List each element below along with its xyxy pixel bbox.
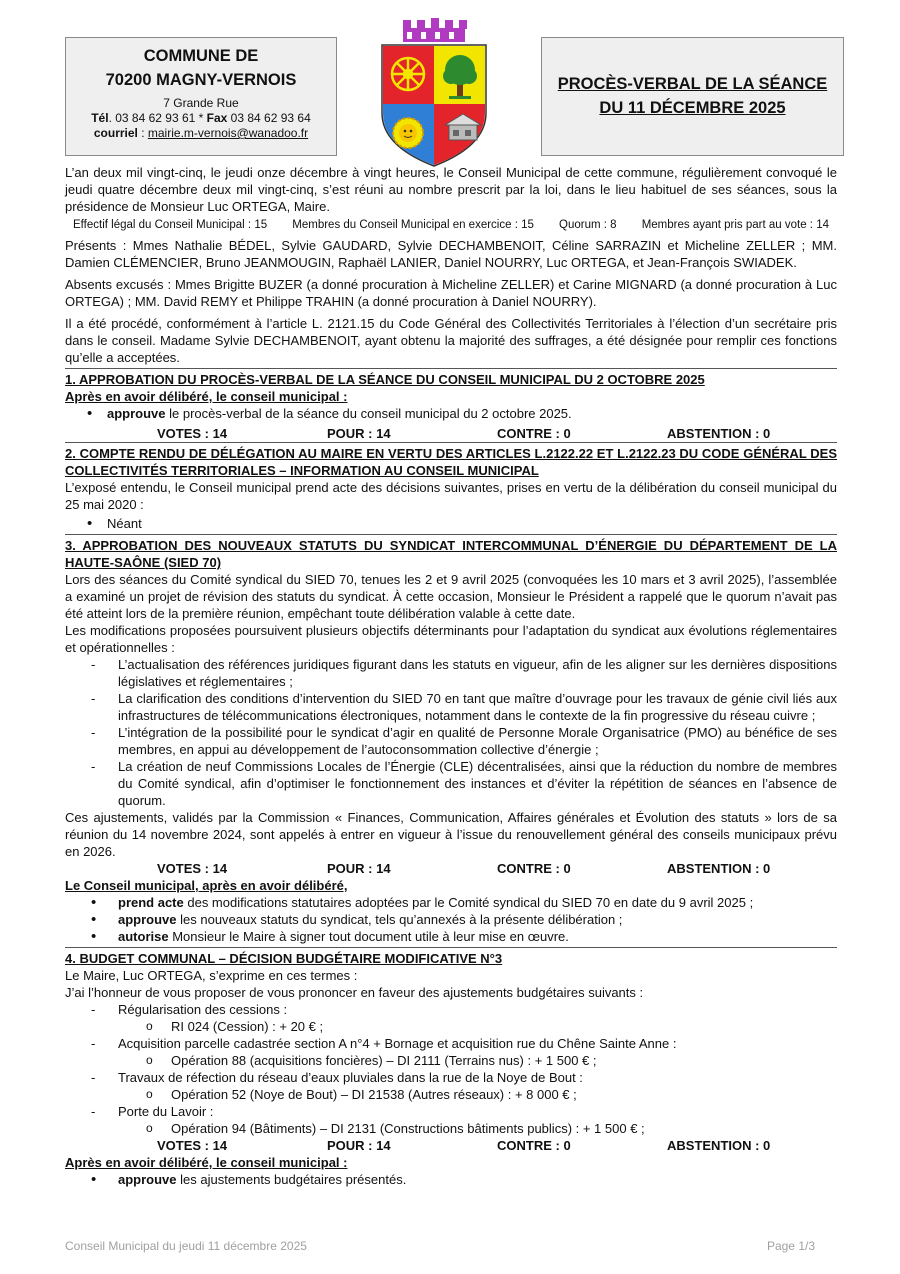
commune-address: 7 Grande Rue [163,96,239,110]
presents-paragraph: Présents : Mmes Nathalie BÉDEL, Sylvie GAUDARD, Sylvie DECHAMBENOIT, Céline SARRAZIN et Micheline ZELLER ; MM. Damien CLÉMENCIER, Bruno JEANMOUGIN, Raphaël LANIER, Daniel NOURRY, Luc ORTEGA, et Jean-François SWIADEK. [65,238,837,270]
list-item: - Régularisation des cessions : o RI 024 (Cession) : + 20 € ; [65,1001,837,1035]
intro-paragraph: L’an deux mil vingt-cinq, le jeudi onze décembre à vingt heures, le Conseil Municipal de cette commune, régulièrement convoqué le jeudi quatre décembre deux mil vingt-cinq, s’est réuni au nombre prescrit par la loi, dans le lieu habituel de ses séances, sous la présidence de Monsieur Luc ORTEGA, Maire. [65,165,837,214]
page-title: PROCÈS-VERBAL DE LA SÉANCE DU 11 DÉCEMBRE 2025 [557,75,828,117]
section-4-votes: VOTES : 14 POUR : 14 CONTRE : 0 ABSTENTION : 0 [157,1138,771,1153]
section-4-title: 4. BUDGET COMMUNAL – DÉCISION BUDGÉTAIRE MODIFICATIVE N°3 [65,947,837,967]
commune-header-box [65,37,337,156]
sun-icon [393,118,423,148]
section-3-deliberation: Le Conseil municipal, après en avoir délibéré, [65,878,348,893]
list-item: - Travaux de réfection du réseau d’eaux pluviales dans la rue de la Noye de Bout : o Opération 52 (Noye de Bout) – DI 21538 (Autres réseaux) : + 8 000 € ; [65,1069,837,1103]
footer-page-number: Page 1/3 [766,1239,815,1253]
crown-icon [403,18,467,42]
section-1-votes: VOTES : 14 POUR : 14 CONTRE : 0 ABSTENTION : 0 [157,426,771,441]
document-body [65,164,837,1188]
section-4-adjustments [65,1001,837,1137]
wheel-icon [392,58,424,90]
stat-exercice: Membres du Conseil Municipal en exercice : 15 [292,219,534,231]
list-item: • approuve les nouveaux statuts du syndicat, tels qu’annexés à la présente délibération ; [65,911,837,928]
stat-quorum: Quorum : 8 [559,219,617,231]
commune-name: COMMUNE DE 70200 MAGNY-VERNOIS [105,47,297,89]
footer-date: Conseil Municipal du jeudi 11 décembre 2025 [65,1239,307,1253]
section-3-paragraph-2: Les modifications proposées poursuivent plusieurs objectifs déterminants pour l’adaptation du syndicat aux évolutions réglementaires et opérationnelles : [65,623,837,655]
section-3-title: 3. APPROBATION DES NOUVEAUX STATUTS DU SYNDICAT INTERCOMMUNAL D’ÉNERGIE DU DÉPARTEMENT DE LA HAUTE-SAÔNE (SIED 70) [65,534,837,571]
section-3-objectives [65,656,837,809]
section-4-paragraph-2: J’ai l’honneur de vous proposer de vous prononcer en faveur des ajustements budgétaires suivants : [65,985,644,1000]
coat-of-arms-logo [373,18,495,168]
section-4-deliberation: Après en avoir délibéré, le conseil municipal : [65,1155,348,1170]
section-4-paragraph-1: Le Maire, Luc ORTEGA, s’exprime en ces termes : [65,968,358,983]
list-item: - Acquisition parcelle cadastrée section A n°4 + Bornage et acquisition rue du Chêne Sainte Anne : o Opération 88 (acquisitions foncières) – DI 2111 (Terrains nus) : + 1 500 € ; [65,1035,837,1069]
list-item: o RI 024 (Cession) : + 20 € ; [118,1018,837,1035]
section-3-paragraph-3: Ces ajustements, validés par la Commission « Finances, Communication, Affaires générales et Évolution des statuts » lors de sa réunion du 14 novembre 2024, sont appelés à entrer en vigueur à l’issue du renouvellement général des conseils municipaux prévu en 2026. [65,810,837,859]
list-item: • Néant [65,515,837,532]
list-item: - La clarification des conditions d’intervention du SIED 70 en tant que maître d’ouvrage pour les travaux de génie civil liés aux infrastructures de télécommunications électroniques, notamment dans le contexte de la fin progressive du réseau cuivre ; [65,690,837,724]
section-4-decisions [65,1171,837,1188]
list-item: - Porte du Lavoir : o Opération 94 (Bâtiments) – DI 2131 (Constructions bâtiments publics) : + 1 500 € ; [65,1103,837,1137]
section-1-decisions [65,405,837,422]
stat-votants: Membres ayant pris part au vote : 14 [641,219,829,231]
list-item: • approuve le procès-verbal de la séance du conseil municipal du 2 octobre 2025. [65,405,837,422]
section-1-deliberation: Après en avoir délibéré, le conseil municipal : [65,389,348,404]
section-2-title: 2. COMPTE RENDU DE DÉLÉGATION AU MAIRE EN VERTU DES ARTICLES L.2122.22 ET L.2122.23 DU CODE GÉNÉRAL DES COLLECTIVITÉS TERRITORIALES – INFORMATION AU CONSEIL MUNICIPAL [65,442,837,479]
list-item: o Opération 52 (Noye de Bout) – DI 21538 (Autres réseaux) : + 8 000 € ; [118,1086,837,1103]
list-item: • autorise Monsieur le Maire à signer tout document utile à leur mise en œuvre. [65,928,837,945]
list-item: - L’intégration de la possibilité pour le syndicat d’agir en qualité de Personne Morale Organisatrice (PMO) au bénéfice de ses membres, en appui au développement de l’autoconsommation collective d’énergie ; [65,724,837,758]
section-2-text: L’exposé entendu, le Conseil municipal prend acte des décisions suivantes, prises en vertu de la délibération du conseil municipal du 25 mai 2020 : [65,480,837,512]
section-1-title: 1. APPROBATION DU PROCÈS-VERBAL DE LA SÉANCE DU CONSEIL MUNICIPAL DU 2 OCTOBRE 2025 [65,368,837,388]
section-3-votes: VOTES : 14 POUR : 14 CONTRE : 0 ABSTENTION : 0 [157,861,771,876]
absents-paragraph: Absents excusés : Mmes Brigitte BUZER (a donné procuration à Micheline ZELLER) et Carine MIGNARD (a donné procuration à Luc ORTEGA) ; MM. David REMY et Philippe TRAHIN (a donné procuration à Daniel NOURRY). [65,277,837,309]
list-item: • approuve les ajustements budgétaires présentés. [65,1171,837,1188]
section-2-decisions [65,515,837,532]
secretary-paragraph: Il a été procédé, conformément à l’article L. 2121.15 du Code Général des Collectivités Territoriales à l’élection d’un secrétaire pris dans le conseil. Madame Sylvie DECHAMBENOIT, ayant obtenu la majorité des suffrages, a été désignée pour remplir ces fonctions qu’elle a acceptées. [65,316,837,365]
commune-email: courriel : mairie.m-vernois@wanadoo.fr [93,126,309,140]
section-3-paragraph-1: Lors des séances du Comité syndical du SIED 70, tenues les 2 et 9 avril 2025 (convoquées les 10 mars et 3 avril 2025), l’assemblée a examiné un projet de révision des statuts du syndicat. À cette occasion, Monsieur le Président a rappelé que le quorum n’avait pas été atteint lors de la première réunion, empêchant toute délibération valable à cette date. [65,572,837,621]
email-link[interactable]: mairie.m-vernois@wanadoo.fr [147,126,309,140]
council-stats [65,217,837,234]
stat-effectif: Effectif légal du Conseil Municipal : 15 [73,219,268,231]
list-item: • prend acte des modifications statutaires adoptées par le Comité syndical du SIED 70 en date du 9 avril 2025 ; [65,894,837,911]
list-item: - La création de neuf Commissions Locales de l’Énergie (CLE) décentralisées, ainsi que la réduction du nombre de membres du Comité syndical, afin d’optimiser le fonctionnement des instances et d’éviter la répétition de séances en l’absence de quorum. [65,758,837,809]
list-item: o Opération 88 (acquisitions foncières) – DI 2111 (Terrains nus) : + 1 500 € ; [118,1052,837,1069]
list-item: - L’actualisation des références juridiques figurant dans les statuts en vigueur, afin de les aligner sur les dernières dispositions législatives et réglementaires ; [65,656,837,690]
pv-title-box [541,37,844,156]
commune-phone: Tél. 03 84 62 93 61 * Fax 03 84 62 93 64 [91,111,311,125]
section-3-decisions [65,894,837,945]
list-item: o Opération 94 (Bâtiments) – DI 2131 (Constructions bâtiments publics) : + 1 500 € ; [118,1120,837,1137]
